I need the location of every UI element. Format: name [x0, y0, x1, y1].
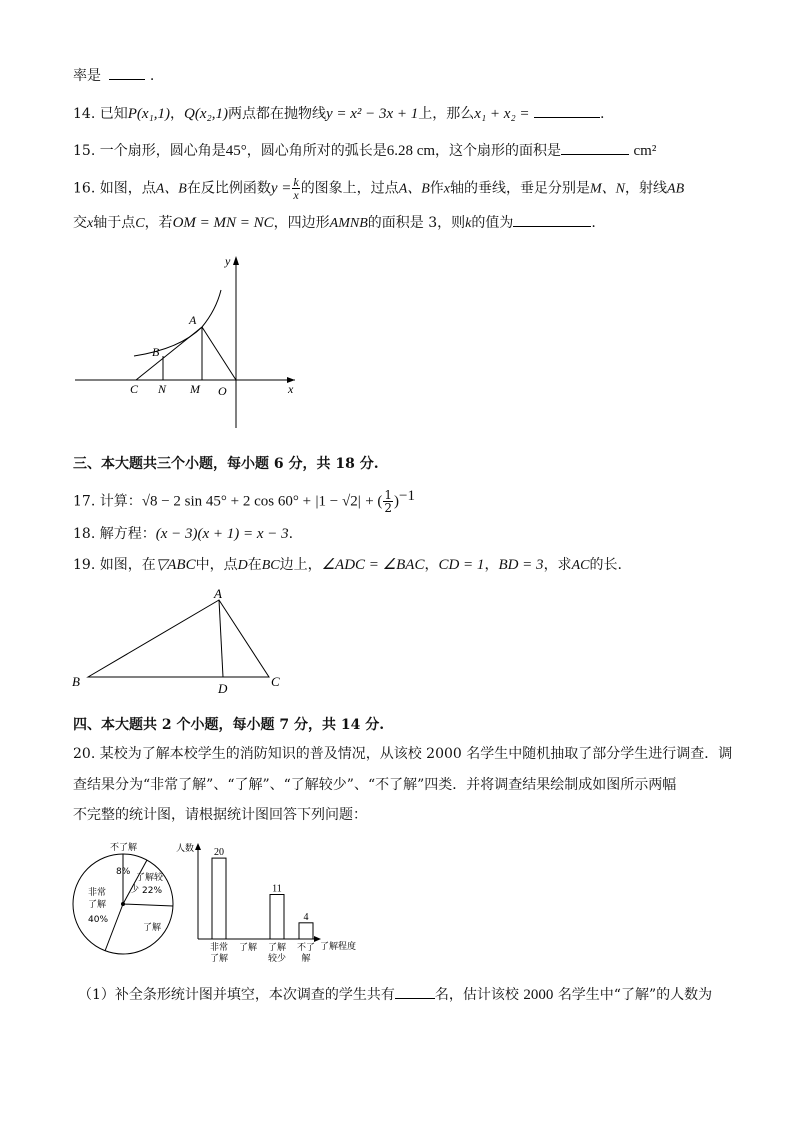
figure-19-triangle	[68, 586, 298, 698]
bar-3	[299, 923, 313, 939]
question-20-line3: 不完整的统计图，请根据统计图回答下列问题：	[73, 807, 367, 823]
question-18: 18. 解方程：(x − 3)(x + 1) = x − 3.	[73, 526, 294, 542]
answer-blank	[513, 214, 591, 227]
section-4-heading: 四、本大题共 2 个小题，每小题 7 分，共 14 分.	[73, 717, 385, 733]
question-17: 17. 计算：√8 − 2 sin 45° + 2 cos 60° + |1 − √2| + ( $\frac{1}{2}$ )$^{-1}$	[73, 488, 416, 516]
label-d: D	[218, 681, 228, 696]
label-b: B	[72, 674, 80, 689]
label-c: C	[130, 382, 139, 396]
bar-0	[212, 858, 226, 939]
label-o: O	[218, 384, 227, 398]
figure-16-graph	[70, 248, 310, 433]
label-a: A	[189, 313, 197, 327]
question-15: 15. 一个扇形，圆心角是45°，圆心角所对的弧长是6.28 cm，这个扇形的面积是 cm²	[73, 143, 657, 159]
bar-category-label: 了解	[238, 943, 258, 953]
pie-label-know: 了解	[143, 923, 162, 933]
label-n: N	[158, 382, 167, 396]
pie-center	[121, 902, 125, 906]
question-16-line2: 交x轴于点C，若OM = MN = NC，四边形AMNB的面积是 3，则k的值为 .	[73, 215, 596, 231]
y-axis-arrow	[233, 256, 239, 265]
label-b: B	[152, 345, 160, 359]
question-14: 14. 已知P(x₁,1)，Q(x₂,1)两点都在抛物线y = x² − 3x + 1上，那么x₁ + x₂ = .	[73, 106, 605, 122]
pie-pct-less: 22%	[142, 886, 163, 896]
bar-chart	[172, 836, 372, 971]
pie-label-very: 非常	[88, 888, 107, 898]
label-c: C	[271, 674, 280, 689]
bar-y-axis-arrow	[195, 843, 201, 850]
segment-ad	[219, 600, 223, 677]
bar-x-label: 了解程度	[320, 942, 357, 952]
label-x: x	[288, 382, 294, 396]
q13-tail: 率是 .	[73, 68, 155, 84]
question-16-line1: 16. 如图，点A、B在反比例函数y = $\frac{k}{x}$ 的图象上，过点A、B作x轴的垂线，垂足分别是M、N，射线AB	[73, 175, 685, 202]
pie-label-not: 不了解	[110, 843, 138, 853]
question-20-line2: 查结果分为“非常了解”、“了解”、“了解较少”、“不了解”四类．并将调查结果绘制成如图所示两幅	[73, 777, 677, 793]
answer-blank	[395, 986, 435, 999]
pie-label-less: 了解较	[136, 873, 164, 883]
answer-blank	[561, 142, 629, 155]
pie-label-less-2: 少	[130, 885, 140, 895]
section-3-heading: 三、本大题共三个小题，每小题 6 分，共 18 分.	[73, 456, 379, 472]
label-y: y	[225, 254, 231, 268]
question-20-part1: （1）补全条形统计图并填空，本次调查的学生共有 名，估计该校 2000 名学生中“了解”的人数为	[78, 987, 713, 1003]
bar-value-label: 4	[303, 911, 309, 923]
bar-category-label: 了解较少	[267, 943, 287, 964]
bar-value-label: 20	[214, 847, 224, 859]
bar-2	[270, 895, 284, 940]
pie-pct-not: 8%	[116, 867, 131, 877]
fraction-one-half: $\frac{1}{2}$	[384, 488, 393, 516]
bar-category-label: 不了解	[296, 943, 316, 964]
fraction-k-over-x: $\frac{k}{x}$	[293, 175, 299, 202]
bar-y-label: 人数	[176, 844, 195, 854]
answer-blank	[109, 67, 145, 80]
pie-chart	[70, 836, 180, 958]
label-m: M	[190, 382, 200, 396]
triangle-abc	[88, 600, 269, 677]
answer-blank	[534, 105, 600, 118]
bar-category-label: 非常了解	[209, 943, 229, 964]
pie-label-very-2: 了解	[88, 900, 107, 910]
segment-ao	[202, 327, 236, 380]
question-20-line1: 20. 某校为了解本校学生的消防知识的普及情况，从该校 2000 名学生中随机抽取了部分学生进行调查．调	[73, 746, 733, 762]
label-a: A	[214, 586, 222, 601]
bar-value-label: 11	[272, 883, 282, 895]
question-19: 19. 如图，在▽ABC中，点D在BC边上，∠ADC = ∠BAC，CD = 1，BD = 3，求AC的长.	[73, 557, 622, 573]
pie-pct-very: 40%	[88, 915, 109, 925]
